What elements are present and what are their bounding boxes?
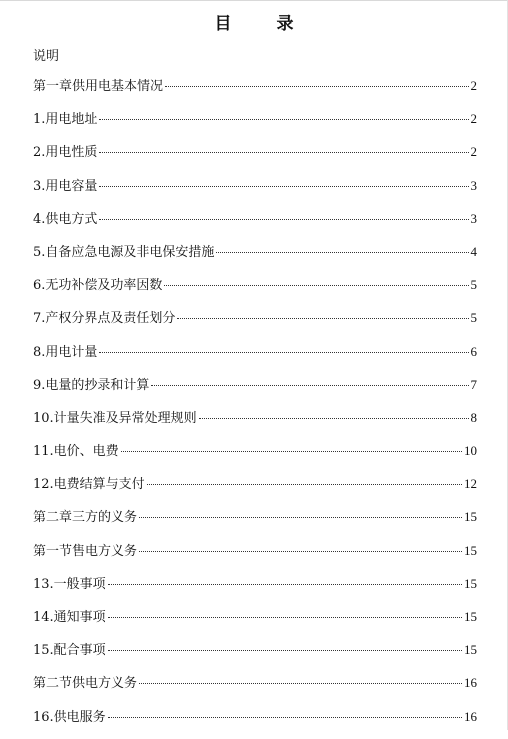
toc-entry-label: 9.电量的抄录和计算 [33, 377, 150, 393]
toc-leader-dots [121, 451, 462, 452]
toc-leader-dots [151, 385, 468, 386]
toc-entry-label: 2.用电性质 [33, 145, 98, 161]
toc-leader-dots [165, 86, 468, 87]
toc-entry-label: 11.电价、电费 [33, 444, 119, 460]
toc-entry-page: 16 [464, 675, 477, 691]
toc-entry[interactable] [33, 573, 477, 606]
toc-entry[interactable] [33, 506, 477, 539]
toc-entry-label: 第一章供用电基本情况 [33, 79, 164, 94]
toc-entry-label: 16.供电服务 [33, 709, 106, 725]
toc-entry-page: 3 [470, 177, 477, 193]
toc-entry[interactable] [33, 473, 477, 506]
toc-entry[interactable] [33, 672, 477, 705]
toc-entry-page: 2 [470, 78, 477, 93]
toc-entry-page: 5 [470, 310, 477, 326]
toc-entry[interactable] [33, 341, 477, 374]
toc-leader-dots [199, 418, 469, 419]
toc-entry-page: 6 [470, 343, 477, 359]
toc-entry[interactable] [33, 175, 477, 208]
toc-entry[interactable] [33, 208, 477, 241]
toc-entry-page: 7 [470, 376, 477, 392]
toc-leader-dots [99, 352, 468, 353]
toc-entry-label: 4.供电方式 [33, 211, 98, 227]
toc-leader-dots [99, 219, 468, 220]
toc-entry-label: 14.通知事项 [33, 610, 106, 625]
toc-entry-label: 第二章三方的义务 [33, 510, 138, 526]
toc-entry[interactable] [33, 407, 477, 440]
toc-entry[interactable] [33, 706, 477, 739]
toc-entry-label: 7.产权分界点及责任划分 [33, 311, 176, 327]
toc-entry-label: 第一节售电方义务 [33, 543, 138, 559]
toc-entry-page: 15 [464, 509, 477, 525]
page-top-border [0, 0, 508, 1]
toc-leader-dots [216, 252, 468, 253]
toc-leader-dots [177, 318, 468, 319]
toc-entry-page: 3 [470, 210, 477, 226]
toc-entry-page: 5 [470, 277, 477, 293]
toc-entry-page: 12 [464, 476, 477, 492]
toc-entry-page: 15 [464, 542, 477, 558]
toc-entry-label: 3.用电容量 [33, 178, 98, 194]
toc-leader-dots [108, 650, 462, 651]
toc-list [33, 75, 477, 739]
toc-title: 目 录 [214, 14, 308, 34]
toc-entry-label: 13.一般事项 [33, 576, 106, 592]
toc-entry-page: 8 [470, 409, 477, 425]
toc-entry[interactable] [33, 374, 477, 407]
toc-entry-label: 15.配合事项 [33, 643, 106, 659]
toc-entry-page: 15 [464, 575, 477, 591]
toc-leader-dots [139, 683, 462, 684]
toc-entry-label: 6.无功补偿及功率因数 [33, 278, 163, 294]
toc-entry-label: 第二节供电方义务 [33, 676, 138, 692]
toc-entry[interactable] [33, 639, 477, 672]
toc-entry[interactable] [33, 75, 477, 108]
toc-entry[interactable] [33, 274, 477, 307]
toc-entry[interactable] [33, 540, 477, 573]
toc-entry-page: 2 [470, 111, 477, 127]
toc-entry-page: 2 [470, 144, 477, 160]
toc-entry[interactable] [33, 108, 477, 141]
toc-entry-label: 5.自备应急电源及非电保安措施 [33, 244, 215, 260]
toc-entry-page: 16 [464, 708, 477, 724]
toc-leader-dots [108, 617, 462, 618]
toc-entry-label: 10.计量失准及异常处理规则 [33, 410, 197, 426]
toc-entry[interactable] [33, 141, 477, 174]
toc-entry[interactable] [33, 606, 477, 639]
toc-entry-label: 8.用电计量 [33, 344, 98, 360]
toc-leader-dots [99, 186, 468, 187]
toc-leader-dots [99, 152, 468, 153]
toc-entry-label: 12.电费结算与支付 [33, 477, 145, 493]
toc-entry[interactable] [33, 440, 477, 473]
toc-leader-dots [108, 717, 462, 718]
toc-entry-page: 10 [464, 443, 477, 459]
toc-entry-page: 15 [464, 609, 477, 624]
toc-leader-dots [99, 119, 468, 120]
toc-entry[interactable] [33, 241, 477, 274]
toc-entry[interactable] [33, 307, 477, 340]
toc-leader-dots [139, 517, 462, 518]
toc-entry-page: 15 [464, 642, 477, 658]
toc-leader-dots [108, 584, 462, 585]
toc-entry-page: 4 [470, 243, 477, 259]
toc-intro: 说明 [33, 49, 60, 64]
toc-leader-dots [139, 551, 462, 552]
toc-entry-label: 1.用电地址 [33, 112, 98, 128]
toc-leader-dots [147, 484, 462, 485]
toc-leader-dots [164, 285, 468, 286]
